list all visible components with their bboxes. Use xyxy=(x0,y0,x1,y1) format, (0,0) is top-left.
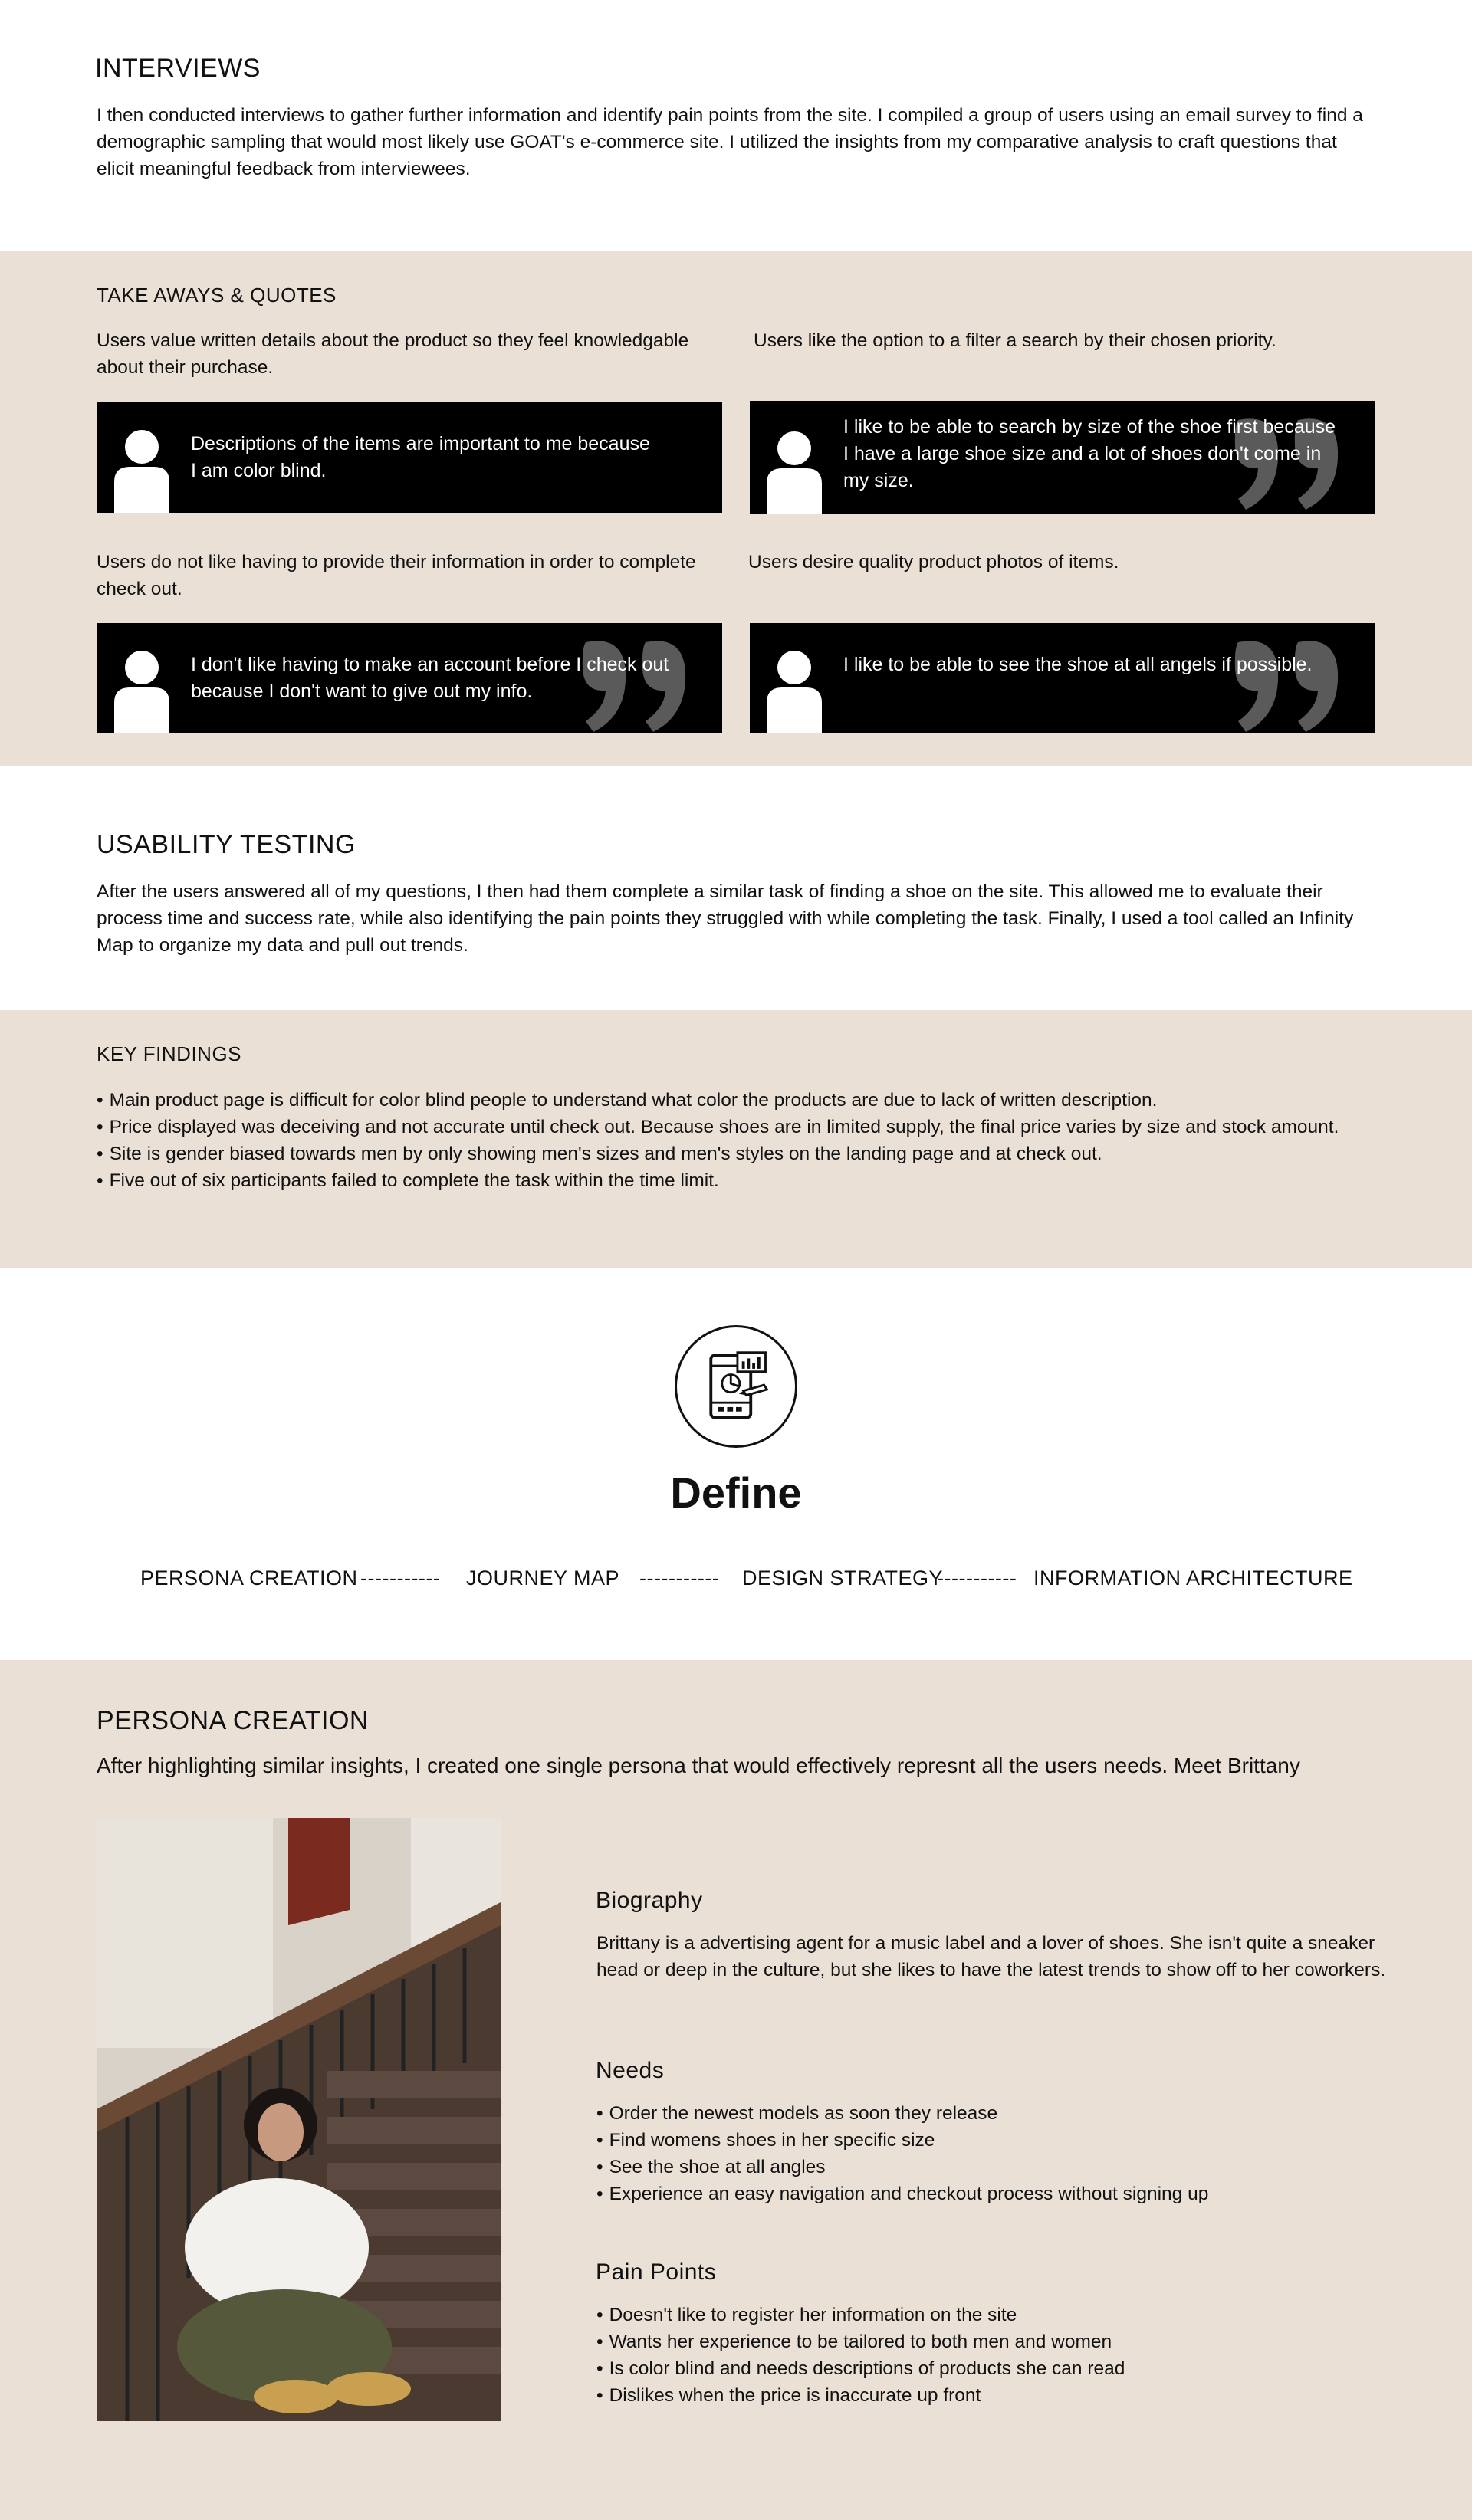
key-findings-list xyxy=(97,1087,1339,1194)
list-item: • Is color blind and needs descriptions of products she can read xyxy=(596,2355,1125,2382)
usability-section xyxy=(0,766,1472,1010)
step-journey-map: JOURNEY MAP xyxy=(466,1567,620,1590)
step-information-architecture: INFORMATION ARCHITECTURE xyxy=(1033,1567,1353,1590)
persona-title: PERSONA CREATION xyxy=(97,1706,369,1735)
insight-text: Users value written details about the product so they feel knowledgable about their purchase. xyxy=(97,330,689,378)
biography-text: Brittany is a advertising agent for a music label and a lover of shoes. She isn't quite a sneaker head or deep in the culture, but she likes to have the latest trends to show off to her coworkers. xyxy=(596,1933,1386,1980)
quote-card xyxy=(97,402,722,513)
user-silhouette-icon xyxy=(765,648,823,733)
quote-card xyxy=(97,623,722,733)
interviews-body: I then conducted interviews to gather further information and identify pain points from the site. I compiled a group of users using an email survey to find a demographic sampling that would most likely use GOAT's e-commerce site. I utilized the insights from my comparative analysis to craft questions that elicit meaningful feedback from interviewees. xyxy=(97,105,1363,179)
step-separator: ----------- xyxy=(639,1567,720,1590)
takeaways-section xyxy=(0,251,1472,766)
list-item: • Five out of six participants failed to complete the task within the time limit. xyxy=(97,1167,1339,1194)
persona-intro: After highlighting similar insights, I created one single persona that would effectively represnt all the users needs. Meet Brittany xyxy=(97,1754,1300,1777)
quote-card xyxy=(750,401,1375,514)
interviews-section xyxy=(0,0,1472,251)
list-item: • Site is gender biased towards men by only showing men's sizes and men's styles on the landing page and at check out. xyxy=(97,1140,1339,1167)
needs-list xyxy=(596,2100,1208,2207)
insight-text: Users like the option to a filter a search by their chosen priority. xyxy=(754,330,1276,351)
pain-points-list xyxy=(596,2302,1125,2409)
biography-title: Biography xyxy=(596,1888,703,1913)
list-item: • See the shoe at all angles xyxy=(596,2154,1208,2180)
user-silhouette-icon xyxy=(113,427,171,513)
list-item: • Doesn't like to register her information on the site xyxy=(596,2302,1125,2328)
step-persona-creation: PERSONA CREATION xyxy=(140,1567,358,1590)
usability-body: After the users answered all of my questions, I then had them complete a similar task of finding a shoe on the site. This allowed me to evaluate their process time and success rate, while also identifying the pain points they struggled with while completing the task. Finally, I used a tool called an Infinity Map to organize my data and pull out trends. xyxy=(97,881,1354,956)
step-separator: ----------- xyxy=(360,1567,441,1590)
usability-title: USABILITY TESTING xyxy=(97,830,356,859)
quote-text: I like to be able to see the shoe at all angels if possible. xyxy=(843,654,1313,675)
list-item: • Experience an easy navigation and checkout process without signing up xyxy=(596,2180,1208,2207)
quote-text: Descriptions of the items are important to me because I am color blind. xyxy=(191,433,650,481)
user-silhouette-icon xyxy=(113,648,171,733)
takeaways-title: TAKE AWAYS & QUOTES xyxy=(97,284,337,307)
quote-card xyxy=(750,623,1375,733)
list-item: • Find womens shoes in her specific size xyxy=(596,2127,1208,2154)
key-findings-title: KEY FINDINGS xyxy=(97,1042,242,1065)
list-item: • Price displayed was deceiving and not accurate until check out. Because shoes are in limited supply, the final price varies by size and stock amount. xyxy=(97,1114,1339,1140)
list-item: • Order the newest models as soon they release xyxy=(596,2100,1208,2127)
insight-text: Users do not like having to provide their information in order to complete check out. xyxy=(97,552,696,599)
pain-points-title: Pain Points xyxy=(596,2259,717,2285)
list-item: • Wants her experience to be tailored to both men and women xyxy=(596,2328,1125,2355)
insight-text: Users desire quality product photos of items. xyxy=(748,552,1119,573)
quote-text: I like to be able to search by size of the shoe first because I have a large shoe size and a lot of shoes don't come in my size. xyxy=(843,416,1336,491)
mobile-analytics-icon xyxy=(675,1325,797,1448)
step-design-strategy: DESIGN STRATEGY xyxy=(742,1567,944,1590)
quote-text: I don't like having to make an account before I check out because I don't want to give out my info. xyxy=(191,654,669,702)
persona-photo xyxy=(97,1818,501,2421)
step-separator: ----------- xyxy=(937,1567,1017,1590)
needs-title: Needs xyxy=(596,2058,665,2083)
define-title: Define xyxy=(670,1468,802,1517)
list-item: • Main product page is difficult for color blind people to understand what color the products are due to lack of written description. xyxy=(97,1087,1339,1114)
key-findings-section xyxy=(0,1010,1472,1268)
process-steps xyxy=(0,1567,1472,1597)
user-silhouette-icon xyxy=(765,428,823,514)
list-item: • Dislikes when the price is inaccurate up front xyxy=(596,2382,1125,2409)
interviews-title: INTERVIEWS xyxy=(95,54,261,83)
